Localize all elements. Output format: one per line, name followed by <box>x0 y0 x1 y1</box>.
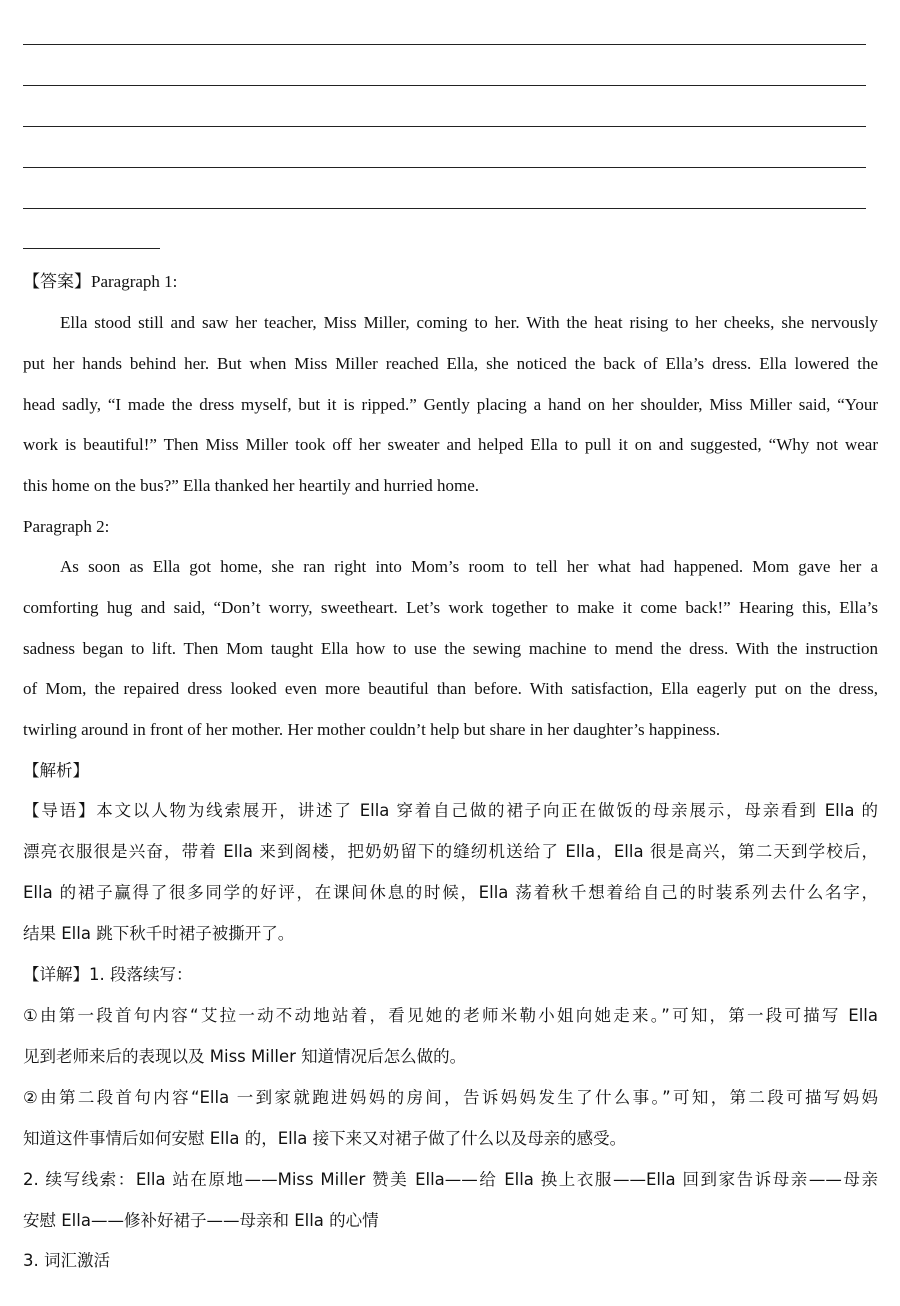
intro-line: 【导语】本文以人物为线索展开，讲述了 Ella 穿着自己做的裙子向正在做饭的母亲展示，母亲看到 Ella 的 <box>23 801 878 820</box>
intro-line: 结果 Ella 跳下秋千时裙子被撕开了。 <box>23 924 295 943</box>
p1-line: this home on the bus?” Ella thanked her heartily and hurried home. <box>23 476 480 495</box>
vocab-heading: 3. 词汇激活 <box>23 1251 110 1270</box>
p2-line: comforting hug and said, “Don’t worry, sweetheart. Let’s work together to make it come back!” Hearing this, Ella’s <box>23 598 878 617</box>
p2-line: twirling around in front of her mother. Her mother couldn’t help but share in her daughter’s happiness. <box>23 720 721 739</box>
analysis-heading: 【解析】 <box>23 761 89 780</box>
p2-line: As soon as Ella got home, she ran right into Mom’s room to tell her what had happened. Mom gave her a <box>60 557 878 576</box>
writing-line-short <box>23 248 160 249</box>
writing-line <box>23 85 866 86</box>
writing-line <box>23 167 866 168</box>
clue-line: 安慰 Ella——修补好裙子——母亲和 Ella 的心情 <box>23 1211 379 1230</box>
intro-line: Ella 的裙子赢得了很多同学的好评，在课间休息的时候，Ella 荡着秋千想着给自己的时装系列去什么名字， <box>23 883 878 902</box>
writing-line <box>23 208 866 209</box>
point1-line: 见到老师来后的表现以及 Miss Miller 知道情况后怎么做的。 <box>23 1047 467 1066</box>
p1-line: work is beautiful!” Then Miss Miller took off her sweater and helped Ella to pull it on and suggested, “Why not wear <box>23 435 878 454</box>
writing-line <box>23 126 866 127</box>
p1-line: put her hands behind her. But when Miss Miller reached Ella, she noticed the back of Ella’s dress. Ella lowered the <box>23 354 878 373</box>
p2-line: of Mom, the repaired dress looked even more beautiful than before. With satisfaction, Ella eagerly put on the dress, <box>23 679 878 698</box>
writing-line <box>23 44 866 45</box>
detail-heading: 【详解】1. 段落续写： <box>23 965 193 984</box>
point2-line: ②由第二段首句内容“Ella 一到家就跑进妈妈的房间，告诉妈妈发生了什么事。”可知，第二段可描写妈妈 <box>23 1088 878 1107</box>
clue-line: 2. 续写线索：Ella 站在原地——Miss Miller 赞美 Ella——给 Ella 换上衣服——Ella 回到家告诉母亲——母亲 <box>23 1170 878 1189</box>
p2-heading: Paragraph 2: <box>23 517 110 536</box>
answer-heading: 【答案】Paragraph 1: <box>23 272 178 291</box>
p2-line: sadness began to lift. Then Mom taught Ella how to use the sewing machine to mend the dress. With the instruction <box>23 639 878 658</box>
point2-line: 知道这件事情后如何安慰 Ella 的，Ella 接下来又对裙子做了什么以及母亲的感受。 <box>23 1129 627 1148</box>
p1-line: head sadly, “I made the dress myself, but it is ripped.” Gently placing a hand on her shoulder, Miss Miller said, “Your <box>23 395 878 414</box>
p1-line: Ella stood still and saw her teacher, Miss Miller, coming to her. With the heat rising to her cheeks, she nervously <box>60 313 878 332</box>
intro-line: 漂亮衣服很是兴奋，带着 Ella 来到阁楼，把奶奶留下的缝纫机送给了 Ella，Ella 很是高兴，第二天到学校后， <box>23 842 878 861</box>
point1-line: ①由第一段首句内容“艾拉一动不动地站着，看见她的老师米勒小姐向她走来。”可知，第一段可描写 Ella <box>23 1006 878 1025</box>
